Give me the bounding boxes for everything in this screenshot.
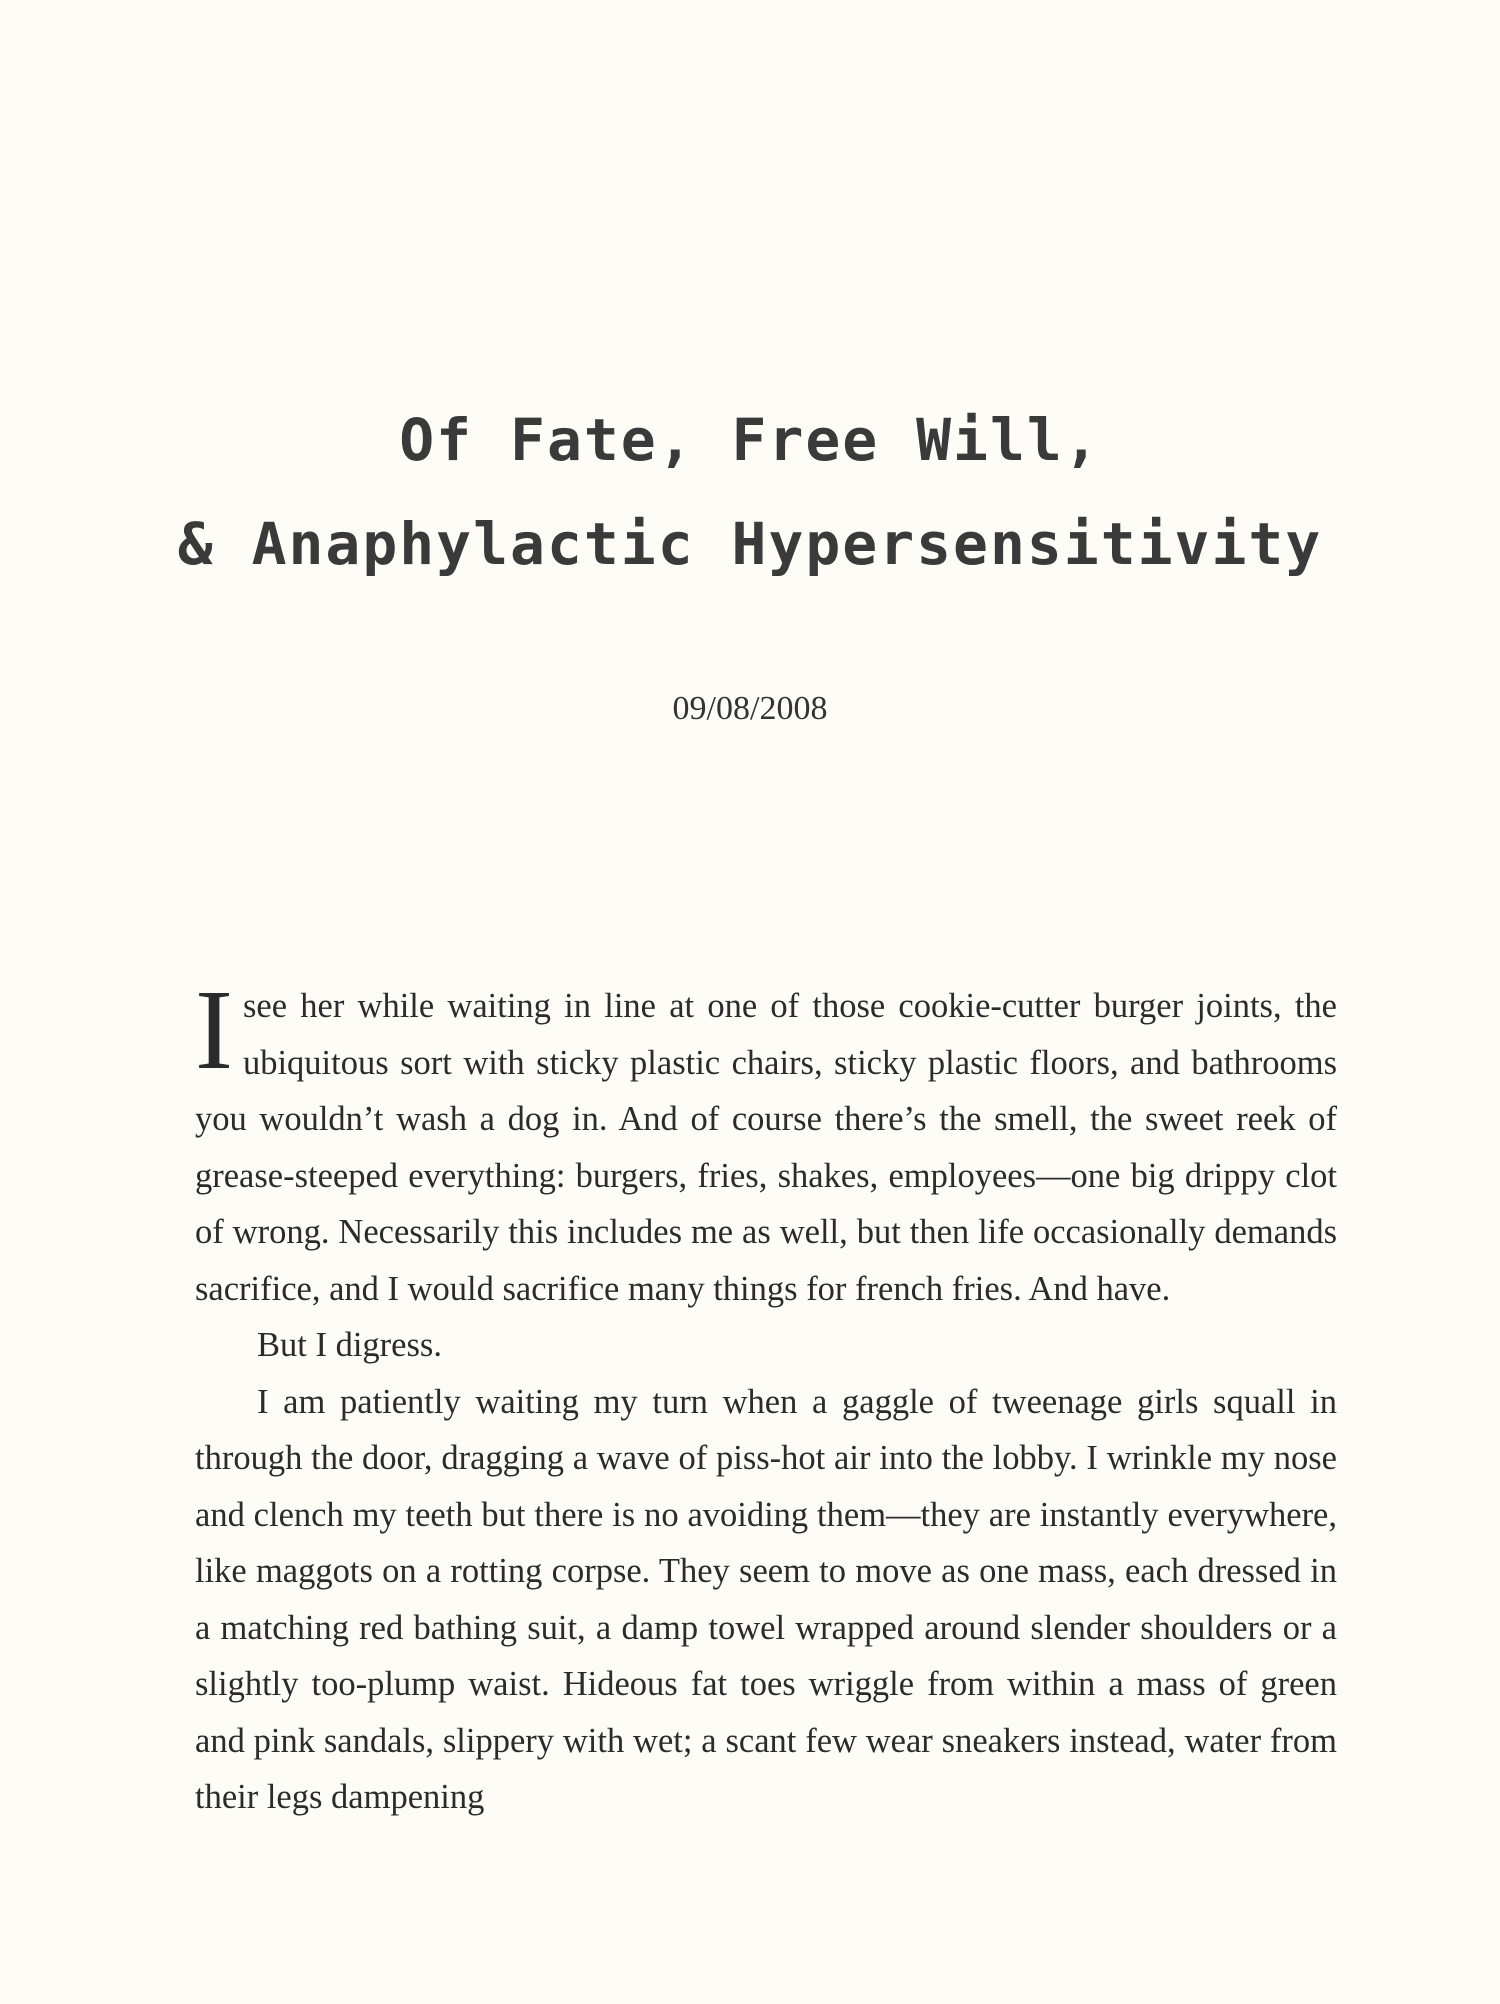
paragraph-2: But I digress.	[257, 1326, 442, 1364]
chapter-date: 09/08/2008	[672, 690, 828, 727]
chapter-title	[0, 388, 1500, 596]
paragraph-1-text: see her while waiting in line at one of those cookie-cutter burger joints, the ubiquitous sort with sticky plastic chairs, sticky plastic floors, and bathrooms you wouldn’t wash a dog in. And of course there’s the smell, the sweet reek of grease-steeped everything: burgers, fries, shakes, employees—one big drippy clot of wrong. Necessarily this includes me as well, but then life occasionally demands sacrifice, and I would sacrifice many things for french fries. And have.	[195, 987, 1337, 1308]
paragraph-1	[195, 966, 1337, 1317]
paragraph-3: I am patiently waiting my turn when a gaggle of tweenage girls squall in through the door, dragging a wave of piss-hot air into the lobby. I wrinkle my nose and clench my teeth but there is no avoiding them—they are instantly everywhere, like maggots on a rotting corpse. They seem to move as one mass, each dressed in a matching red bathing suit, a damp towel wrapped around slender shoulders or a slightly too-plump waist. Hideous fat toes wriggle from within a mass of green and pink sandals, slippery with wet; a scant few wear sneakers instead, water from their legs dampening	[195, 1382, 1337, 1816]
drop-cap: I	[195, 966, 233, 1093]
chapter-body	[195, 966, 1337, 1826]
chapter-title-line-2: & Anaphylactic Hypersensitivity	[177, 510, 1323, 578]
chapter-title-line-1: Of Fate, Free Will,	[399, 406, 1101, 474]
